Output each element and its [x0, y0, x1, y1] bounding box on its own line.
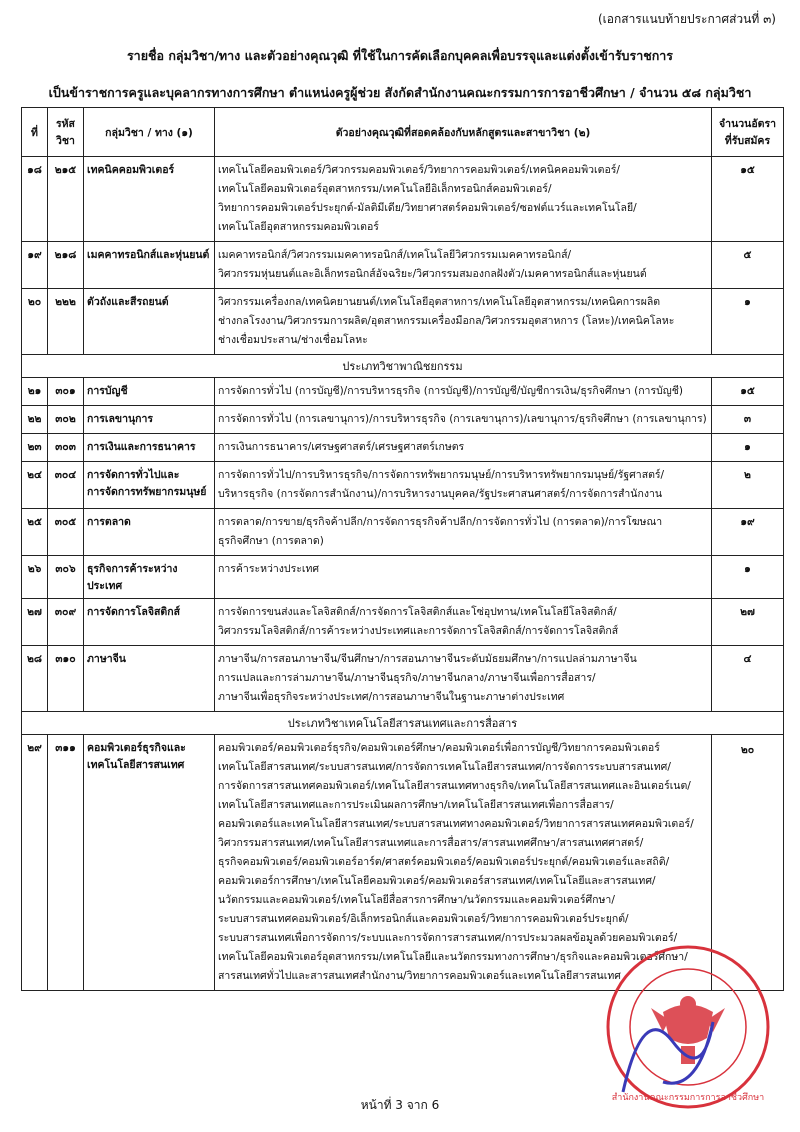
qualification-line: การเงินการธนาคาร/เศรษฐศาสตร์/เศรษฐศาสตร์เกษตร [218, 441, 465, 453]
row-subject: ธุรกิจการค้าระหว่างประเทศ [84, 556, 215, 599]
qualification-line: วิศวกรรมโลจิสติกส์/การค้าระหว่างประเทศและการจัดการโลจิสติกส์/การจัดการโลจิสติกส์ [218, 625, 619, 637]
category-ict-label: ประเภทวิชาเทคโนโลยีสารสนเทศและการสื่อสาร [22, 712, 784, 735]
table-row [22, 434, 784, 462]
row-count: ๒๐ [712, 735, 784, 991]
row-qualification [215, 289, 712, 355]
row-count: ๓ [712, 406, 784, 434]
table-row [22, 157, 784, 242]
document-title-line-1: รายชื่อ กลุ่มวิชา/ทาง และตัวอย่างคุณวุฒิ ที่ใช้ในการคัดเลือกบุคคลเพื่อบรรจุและแต่งตั้งเข้ารับราชการ [126, 48, 674, 63]
row-qualification [215, 242, 712, 289]
row-count: ๔ [712, 646, 784, 712]
row-subject [84, 735, 215, 991]
row-code: ๓๑๑ [48, 735, 84, 991]
qualification-line: เทคโนโลยีสารสนเทศและการประเมินผลการศึกษา/เทคโนโลยีสารสนเทศเพื่อการสื่อสาร/ [218, 799, 614, 811]
row-code: ๓๐๙ [48, 599, 84, 646]
qualification-line: การจัดการทั่วไป (การเลขานุการ)/การบริหารธุรกิจ (การเลขานุการ)/เลขานุการ/ธุรกิจศึกษา (การเลขานุการ) [218, 413, 707, 425]
subject-line: การจัดการทรัพยากรมนุษย์ [87, 486, 207, 498]
row-code: ๓๐๑ [48, 378, 84, 406]
qualification-line: ธุรกิจคอมพิวเตอร์/คอมพิวเตอร์อาร์ต/ศาสตร์คอมพิวเตอร์/คอมพิวเตอร์ประยุกต์/คอมพิวเตอร์และสถิติ/ [218, 856, 670, 868]
row-qualification [215, 556, 712, 599]
table-row [22, 242, 784, 289]
qualification-line: เทคโนโลยีคอมพิวเตอร์อุตสาหกรรม/เทคโนโลยีอิเล็กทรอนิกส์คอมพิวเตอร์/ [218, 183, 552, 195]
table-header-row [22, 108, 784, 157]
row-code: ๒๑๕ [48, 157, 84, 242]
table-row [22, 378, 784, 406]
row-qualification [215, 406, 712, 434]
header-no: ที่ [22, 108, 48, 157]
qualification-line: วิศวกรรมหุ่นยนต์และอิเล็กทรอนิกส์อัจฉริยะ/วิศวกรรมสมองกลฝังตัว/เมคคาทรอนิกส์และหุ่นยนต์ [218, 268, 647, 280]
row-count: ๑ [712, 556, 784, 599]
table-row [22, 462, 784, 509]
qualification-line: วิศวกรรมเครื่องกล/เทคนิคยานยนต์/เทคโนโลยีอุตสาหการ/เทคโนโลยีอุตสาหกรรม/เทคนิคการผลิต [218, 296, 661, 308]
qualification-line: เทคโนโลยีอุตสาหกรรมคอมพิวเตอร์ [218, 221, 379, 233]
category-row [22, 355, 784, 378]
row-no: ๒๔ [22, 462, 48, 509]
header-count [712, 108, 784, 157]
row-subject: การเงินและการธนาคาร [84, 434, 215, 462]
qualification-line: บริหารธุรกิจ (การจัดการสำนักงาน)/การบริหารงานบุคคล/รัฐประศาสนศาสตร์/การจัดการสำนักงาน [218, 488, 663, 500]
table-row [22, 509, 784, 556]
row-count: ๑๕ [712, 378, 784, 406]
row-no: ๒๓ [22, 434, 48, 462]
qualification-line: วิศวกรรมสารสนเทศ/เทคโนโลยีสารสนเทศและการสื่อสาร/สารสนเทศศึกษา/สารสนเทศศาสตร์/ [218, 837, 644, 849]
qualification-line: การจัดการสารสนเทศคอมพิวเตอร์/เทคโนโลยีสารสนเทศทางธุรกิจ/เทคโนโลยีสารสนเทศและอินเตอร์เนต/ [218, 780, 691, 792]
table-row [22, 599, 784, 646]
row-no: ๑๘ [22, 157, 48, 242]
qualification-line: ธุรกิจศึกษา (การตลาด) [218, 535, 324, 547]
table-row [22, 646, 784, 712]
row-no: ๒๘ [22, 646, 48, 712]
qualification-line: การตลาด/การขาย/ธุรกิจค้าปลีก/การจัดการธุรกิจค้าปลีก/การจัดการทั่วไป (การตลาด)/การโฆษณา [218, 516, 663, 528]
row-subject: การตลาด [84, 509, 215, 556]
qualification-line: การจัดการทั่วไป (การบัญชี)/การบริหารธุรกิจ (การบัญชี)/การบัญชี/บัญชีการเงิน/ธุรกิจศึกษา (การบัญชี) [218, 385, 683, 397]
row-qualification [215, 646, 712, 712]
row-qualification [215, 462, 712, 509]
row-code: ๓๐๕ [48, 509, 84, 556]
row-subject: การจัดการโลจิสติกส์ [84, 599, 215, 646]
subject-line: คอมพิวเตอร์ธุรกิจและ [87, 742, 186, 754]
row-subject: การเลขานุการ [84, 406, 215, 434]
row-code: ๓๐๒ [48, 406, 84, 434]
row-count: ๑๕ [712, 157, 784, 242]
qualification-line: การจัดการขนส่งและโลจิสติกส์/การจัดการโลจิสติกส์และโซ่อุปทาน/เทคโนโลยีโลจิสติกส์/ [218, 606, 617, 618]
qualification-line: คอมพิวเตอร์/คอมพิวเตอร์ธุรกิจ/คอมพิวเตอร์ศึกษา/คอมพิวเตอร์เพื่อการบัญชี/วิทยาการคอมพิวเตอร์ [218, 742, 660, 754]
row-no: ๒๖ [22, 556, 48, 599]
row-code: ๒๒๒ [48, 289, 84, 355]
qualification-line: เมคคาทรอนิกส์/วิศวกรรมเมคคาทรอนิกส์/เทคโนโลยีวิศวกรรมเมคคาทรอนิกส์/ [218, 249, 572, 261]
qualification-line: สารสนเทศทั่วไปและสารสนเทศสำนักงาน/วิทยาการคอมพิวเตอร์และเทคโนโลยีสารสนเทศ [218, 970, 621, 982]
row-code: ๒๑๘ [48, 242, 84, 289]
row-subject [84, 462, 215, 509]
qualification-line: การค้าระหว่างประเทศ [218, 563, 320, 575]
row-qualification [215, 378, 712, 406]
row-no: ๑๙ [22, 242, 48, 289]
table-row [22, 289, 784, 355]
row-no: ๒๙ [22, 735, 48, 991]
qualification-line: เทคโนโลยีคอมพิวเตอร์/วิศวกรรมคอมพิวเตอร์/วิทยาการคอมพิวเตอร์/เทคนิคคอมพิวเตอร์/ [218, 164, 620, 176]
row-subject: การบัญชี [84, 378, 215, 406]
annex-note: (เอกสารแนบท้ายประกาศส่วนที่ ๓) [597, 12, 776, 26]
header-count-line-2: ที่รับสมัคร [724, 135, 771, 147]
subject-line: การจัดการทั่วไปและ [87, 469, 180, 481]
row-code: ๓๐๓ [48, 434, 84, 462]
qualification-line: ภาษาจีน/การสอนภาษาจีน/จีนศึกษา/การสอนภาษาจีนระดับมัธยมศึกษา/การแปลล่ามภาษาจีน [218, 653, 637, 665]
row-no: ๒๐ [22, 289, 48, 355]
qualification-line: วิทยาการคอมพิวเตอร์ประยุกต์-มัลติมีเดีย/วิทยาศาสตร์คอมพิวเตอร์/ซอฟต์แวร์และเทคโนโลยี/ [218, 202, 637, 214]
table-row [22, 556, 784, 599]
official-seal [603, 942, 773, 1112]
row-qualification [215, 599, 712, 646]
category-row [22, 712, 784, 735]
header-qualification: ตัวอย่างคุณวุฒิที่สอดคล้องกับหลักสูตรและสาขาวิชา (๒) [215, 108, 712, 157]
qualification-line: ระบบสารสนเทศคอมพิวเตอร์/อิเล็กทรอนิกส์และคอมพิวเตอร์/วิทยาการคอมพิวเตอร์ประยุกต์/ [218, 913, 629, 925]
row-qualification [215, 434, 712, 462]
row-subject: เมคคาทรอนิกส์และหุ่นยนต์ [84, 242, 215, 289]
header-subject: กลุ่มวิชา / ทาง (๑) [84, 108, 215, 157]
row-count: ๑๙ [712, 509, 784, 556]
row-count: ๒๗ [712, 599, 784, 646]
qualification-line: การแปลและการล่ามภาษาจีน/ภาษาจีนธุรกิจ/ภาษาจีนกลาง/ภาษาจีนเพื่อการสื่อสาร/ [218, 672, 596, 684]
document-title-line-2: เป็นข้าราชการครูและบุคลากรทางการศึกษา ตำแหน่งครูผู้ช่วย สังกัดสำนักงานคณะกรรมการการอาชีวศึกษา / จำนวน ๕๘ กลุ่มวิชา [48, 85, 752, 100]
qualification-table [21, 107, 784, 991]
row-code: ๓๑๐ [48, 646, 84, 712]
qualification-line: ช่างเชื่อมประสาน/ช่างเชื่อมโลหะ [218, 334, 368, 346]
row-no: ๒๒ [22, 406, 48, 434]
qualification-line: คอมพิวเตอร์การศึกษา/เทคโนโลยีคอมพิวเตอร์/คอมพิวเตอร์สารสนเทศ/เทคโนโลยีและสารสนเทศ/ [218, 875, 656, 887]
header-count-line-1: จำนวนอัตรา [719, 118, 776, 130]
qualification-line: ระบบสารสนเทศเพื่อการจัดการ/ระบบและการจัดการสารสนเทศ/การประมวลผลข้อมูลด้วยคอมพิวเตอร์/ [218, 932, 678, 944]
qualification-line: นวัตกรรมและคอมพิวเตอร์/เทคโนโลยีสื่อสารการศึกษา/นวัตกรรมและคอมพิวเตอร์ศึกษา/ [218, 894, 615, 906]
header-code: รหัสวิชา [48, 108, 84, 157]
qualification-line: ภาษาจีนเพื่อธุรกิจระหว่างประเทศ/การสอนภาษาจีนในฐานะภาษาต่างประเทศ [218, 691, 565, 703]
qualification-line: การจัดการทั่วไป/การบริหารธุรกิจ/การจัดการทรัพยากรมนุษย์/การบริหารทรัพยากรมนุษย์/รัฐศาสตร์/ [218, 469, 665, 481]
qualification-line: คอมพิวเตอร์และเทคโนโลยีสารสนเทศ/ระบบสารสนเทศทางคอมพิวเตอร์/วิทยาการสารสนเทศคอมพิวเตอร์/ [218, 818, 694, 830]
row-qualification [215, 157, 712, 242]
row-subject: ตัวถังและสีรถยนต์ [84, 289, 215, 355]
subject-line: เทคโนโลยีสารสนเทศ [87, 759, 185, 771]
page-number: หน้าที่ 3 จาก 6 [360, 1098, 440, 1112]
row-count: ๕ [712, 242, 784, 289]
qualification-line: เทคโนโลยีสารสนเทศ/ระบบสารสนเทศ/การจัดการเทคโนโลยีสารสนเทศ/การจัดการระบบสารสนเทศ/ [218, 761, 671, 773]
row-count: ๑ [712, 434, 784, 462]
row-subject: เทคนิคคอมพิวเตอร์ [84, 157, 215, 242]
qualification-line: เทคโนโลยีคอมพิวเตอร์อุตสาหกรรม/เทคโนโลยีและนวัตกรรมทางการศึกษา/ธุรกิจและคอมพิวเตอร์ศึกษา/ [218, 951, 688, 963]
row-no: ๒๑ [22, 378, 48, 406]
row-count: ๒ [712, 462, 784, 509]
row-code: ๓๐๖ [48, 556, 84, 599]
qualification-line: ช่างกลโรงงาน/วิศวกรรมการผลิต/อุตสาหกรรมเครื่องมือกล/วิศวกรรมอุตสาหการ (โลหะ)/เทคนิคโลหะ [218, 315, 675, 327]
category-commerce-label: ประเภทวิชาพาณิชยกรรม [22, 355, 784, 378]
seal-text: สำนักงานคณะกรรมการการอาชีวศึกษา [611, 1093, 765, 1103]
row-code: ๓๐๔ [48, 462, 84, 509]
row-subject: ภาษาจีน [84, 646, 215, 712]
table-row [22, 406, 784, 434]
row-no: ๒๕ [22, 509, 48, 556]
row-no: ๒๗ [22, 599, 48, 646]
row-qualification [215, 509, 712, 556]
row-count: ๑ [712, 289, 784, 355]
